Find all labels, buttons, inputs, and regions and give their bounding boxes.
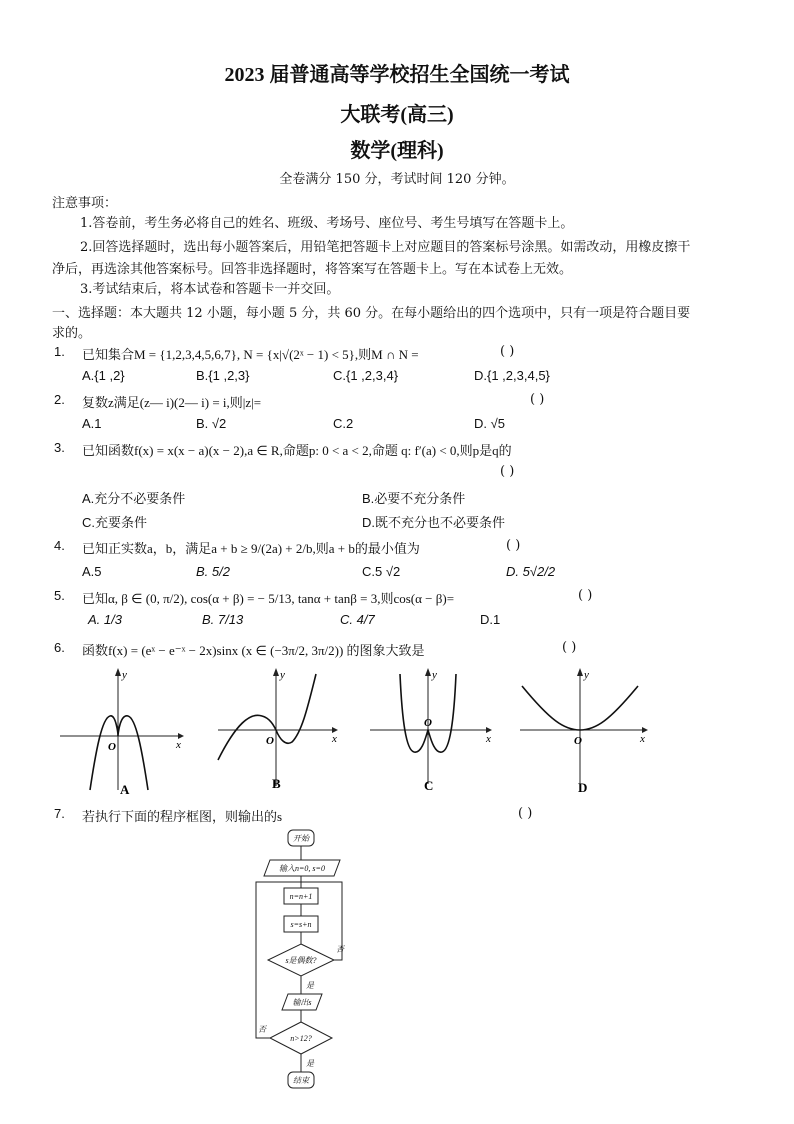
note-1: 1.答卷前，考生务必将自己的姓名、班级、考场号、座位号、考生号填写在答题卡上。 (80, 216, 574, 231)
q7-number: 7. (54, 806, 65, 821)
q5-option-d: D.1 (480, 612, 501, 627)
graph-c-origin: O (424, 717, 432, 729)
q4-option-a: A.5 (82, 564, 102, 579)
q6-graphs (50, 660, 670, 800)
graph-b-x-label: x (332, 733, 337, 745)
graph-d-y-label: y (584, 669, 589, 681)
q7-stem: 若执行下面的程序框图，则输出的s (82, 809, 283, 824)
q6-number: 6. (54, 640, 65, 655)
graph-a-origin: O (108, 741, 116, 753)
q2-option-d: D. √5 (474, 416, 505, 431)
q1-option-d: D.{1 ,2,3,4,5} (474, 368, 550, 383)
graph-a-x-label: x (176, 739, 181, 751)
q3-stem: 已知函数f(x) = x(x − a)(x − 2),a ∈ R,命题p: 0 < a < 2,命题 q: f′(a) < 0,则p是q的 (82, 443, 512, 458)
note-3: 3.考试结束后，将本试卷和答题卡一并交回。 (80, 282, 340, 297)
q2-option-a: A.1 (82, 416, 102, 431)
graph-b-label: B (272, 776, 281, 791)
q2-option-c: C.2 (333, 416, 354, 431)
q5-answer-paren: ( ) (578, 588, 593, 603)
q2-stem: 复数z满足(z— i)(2— i) = i,则|z|= (82, 395, 262, 410)
q3-option-c: C.充要条件 (82, 515, 148, 530)
note-2b: 净后，再选涂其他答案标号。回答非选择题时，将答案写在答题卡上。写在本试卷上无效。 (52, 262, 573, 277)
graph-d-label: D (578, 780, 588, 795)
graph-d (520, 668, 648, 795)
q2-option-b: B. √2 (196, 416, 227, 431)
graph-a-y-label: y (122, 669, 127, 681)
exam-subtitle: 大联考(高三) (340, 104, 454, 126)
graph-d-origin: O (574, 735, 582, 747)
q4-answer-paren: ( ) (506, 538, 521, 553)
q1-number: 1. (54, 344, 65, 359)
graph-c-x-label: x (486, 733, 491, 745)
q7-answer-paren: ( ) (518, 806, 533, 821)
q6-stem: 函数f(x) = (eˣ − e⁻ˣ − 2x)sinx (x ∈ (−3π/2, 3π/2)) 的图象大致是 (82, 643, 425, 658)
flow-step-1-text: n=n+1 (289, 892, 313, 901)
q7-flowchart (240, 826, 370, 1094)
q5-option-c: C. 4/7 (340, 612, 375, 627)
graph-b-y-label: y (280, 669, 285, 681)
q4-option-c: C.5 √2 (362, 564, 401, 579)
q3-option-b: B.必要不充分条件 (362, 491, 466, 506)
flow-cond-even-text: s是偶数? (285, 956, 317, 965)
q1-option-b: B.{1 ,2,3} (196, 368, 250, 383)
flow-no-label-2: 否 (258, 1025, 266, 1034)
flow-input-text: 输入n=0, s=0 (279, 864, 325, 873)
q3-number: 3. (54, 440, 65, 455)
q1-stem: 已知集合M = {1,2,3,4,5,6,7}, N = {x|√(2ˣ − 1) < 5},则M ∩ N = (82, 347, 419, 362)
section-line-1: 一、选择题：本大题共 12 小题，每小题 5 分，共 60 分。在每小题给出的四个选项中，只有一项是符合题目要 (52, 306, 691, 321)
graph-d-x-label: x (640, 733, 645, 745)
flow-output-text: 输出s (292, 998, 312, 1007)
graph-c-y-label: y (432, 669, 437, 681)
q5-option-b: B. 7/13 (202, 612, 244, 627)
q1-answer-paren: ( ) (500, 344, 515, 359)
q5-stem: 已知α, β ∈ (0, π/2), cos(α + β) = − 5/13, tanα + tanβ = 3,则cos(α − β)= (82, 591, 455, 606)
flow-end-text: 结束 (293, 1076, 309, 1085)
exam-title: 2023 届普通高等学校招生全国统一考试 (224, 64, 570, 86)
flow-yes-label-1: 是 (306, 981, 314, 990)
graph-a-label: A (120, 782, 130, 797)
q4-option-b: B. 5/2 (196, 564, 230, 579)
flow-no-label-1: 否 (336, 945, 344, 954)
q5-number: 5. (54, 588, 65, 603)
flow-step-2-text: s=s+n (290, 920, 312, 929)
flow-yes-label-2: 是 (306, 1059, 314, 1068)
section-line-2: 求的。 (52, 326, 92, 341)
graph-b (218, 668, 338, 791)
graph-a (60, 668, 184, 797)
exam-subject: 数学(理科) (350, 140, 444, 162)
q3-option-a: A.充分不必要条件 (82, 491, 186, 506)
q3-answer-paren: ( ) (500, 464, 515, 479)
graph-b-origin: O (266, 735, 274, 747)
q2-number: 2. (54, 392, 65, 407)
flow-cond-n-text: n>12? (290, 1034, 312, 1043)
graph-c-label: C (424, 778, 434, 793)
q2-answer-paren: ( ) (530, 392, 545, 407)
exam-info: 全卷满分 150 分，考试时间 120 分钟。 (279, 172, 515, 187)
q6-answer-paren: ( ) (562, 640, 577, 655)
flow-start-text: 开始 (293, 834, 309, 843)
q3-option-d: D.既不充分也不必要条件 (362, 515, 506, 530)
q1-option-c: C.{1 ,2,3,4} (333, 368, 399, 383)
q5-option-a: A. 1/3 (88, 612, 122, 627)
q4-number: 4. (54, 538, 65, 553)
q1-option-a: A.{1 ,2} (82, 368, 125, 383)
q4-stem: 已知正实数a，b，满足a + b ≥ 9/(2a) + 2/b,则a + b的最小值为 (82, 541, 420, 556)
graph-c (370, 668, 492, 793)
notes-heading: 注意事项： (52, 196, 118, 211)
q4-option-d: D. 5√2/2 (506, 564, 556, 579)
note-2a: 2.回答选择题时，选出每小题答案后，用铅笔把答题卡上对应题目的答案标号涂黑。如需改动，用橡皮擦干 (80, 240, 691, 255)
